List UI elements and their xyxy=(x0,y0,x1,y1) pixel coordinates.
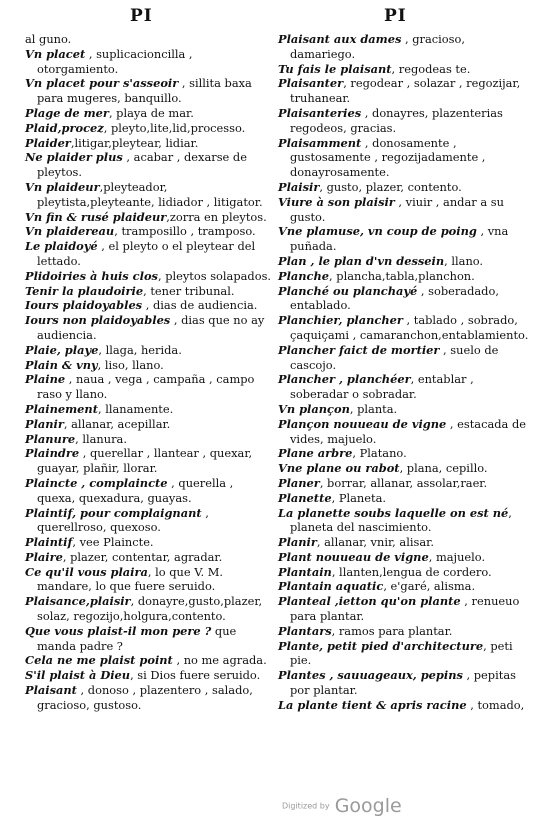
entry-headword: Le plaidoyé xyxy=(25,239,98,254)
dictionary-entry xyxy=(25,550,275,565)
entry-headword: Planche xyxy=(278,268,330,283)
entry-headword: Planer xyxy=(278,475,320,490)
dictionary-entry xyxy=(25,624,275,654)
entry-headword: Plaisanteries xyxy=(278,105,362,120)
dictionary-entry xyxy=(25,239,275,269)
entry-translation: , viuir , andar a su gusto. xyxy=(290,194,504,224)
entry-headword: Plaindre xyxy=(25,446,80,461)
digitization-watermark xyxy=(282,795,402,825)
entry-translation: , vee Plaincte. xyxy=(72,535,154,550)
entry-translation: , si Dios fuere seruido. xyxy=(130,668,261,683)
entry-headword: Plan , le plan d'vn dessein xyxy=(278,253,445,268)
entry-headword: Vn plançon xyxy=(278,401,350,416)
entry-headword: Plaintif, pour complaignant xyxy=(25,505,202,520)
entry-headword: Planteal ,ietton qu'on plante xyxy=(278,594,461,609)
entry-translation: , allanar, acepillar. xyxy=(63,416,171,431)
dictionary-entry xyxy=(25,47,275,77)
entry-headword: Iours plaidoyables xyxy=(25,298,143,313)
left-column xyxy=(25,32,275,713)
entry-translation: , querellar , llantear , quexar, guayar, plañir, llorar. xyxy=(37,446,253,476)
entry-headword: Plante, petit pied d'architecture xyxy=(278,638,484,653)
dictionary-entry xyxy=(25,343,275,358)
entry-translation: ,litigar,pleytear, lidiar. xyxy=(70,135,199,150)
entry-headword: Tenir la plaudoirie xyxy=(25,283,144,298)
dictionary-entry xyxy=(278,594,533,624)
dictionary-entry xyxy=(278,269,533,284)
entry-headword: Plançon nouueau de vigne xyxy=(278,416,447,431)
digitized-by-text: Digitized by xyxy=(282,801,330,811)
entry-translation: , tablado , sobrado, çaquiçami , camaranchon,entablamiento. xyxy=(290,313,529,342)
entry-translation: , dias que no ay audiencia. xyxy=(37,313,265,342)
entry-headword: Plantain xyxy=(278,564,332,579)
entry-translation: , renueuo para plantar. xyxy=(290,594,520,624)
dictionary-entry xyxy=(25,476,275,506)
entry-translation: , estacada de vides, majuelo. xyxy=(290,416,527,446)
entry-translation: , allanar, vnir, alisar. xyxy=(316,535,434,550)
dictionary-entry xyxy=(278,224,533,254)
dictionary-entry xyxy=(278,446,533,461)
entry-translation: , tener tribunal. xyxy=(143,283,235,298)
entry-translation: , llaga, herida. xyxy=(98,342,182,357)
entry-headword: Que vous plaist-il mon pere ? xyxy=(25,623,212,638)
entry-headword: Vn fin & rusé plaideur xyxy=(25,209,167,224)
dictionary-entry xyxy=(278,195,533,225)
entry-translation: ,pleyteador, pleytista,pleyteante, lidiador , litigator. xyxy=(37,179,263,209)
entry-headword: Vn placet pour s'asseoir xyxy=(25,76,179,91)
dictionary-entry xyxy=(25,269,275,284)
entry-translation: , playa de mar. xyxy=(108,105,194,120)
entry-headword: Planir xyxy=(25,416,64,431)
entry-translation: , llano. xyxy=(444,253,484,268)
dictionary-entry xyxy=(278,639,533,669)
entry-headword: Cela ne me plaist point xyxy=(25,653,173,668)
entry-headword: Plane arbre xyxy=(278,446,353,461)
dictionary-entry xyxy=(25,32,275,47)
entry-headword: Plaisant aux dames xyxy=(278,32,402,46)
right-column xyxy=(278,32,533,713)
dictionary-entry xyxy=(25,668,275,683)
entry-headword: Vne plane ou rabot xyxy=(278,461,400,476)
entry-translation: , soberadado, entablado. xyxy=(290,283,499,313)
entry-translation: , plana, cepillo. xyxy=(399,461,488,476)
entry-translation: , donayres, plazenterias regodeos, gracias. xyxy=(290,105,503,135)
page-header xyxy=(0,6,555,28)
entry-translation: , pepitas por plantar. xyxy=(290,668,516,698)
entry-translation: , gracioso, damariego. xyxy=(290,32,465,61)
dictionary-entry xyxy=(278,180,533,195)
entry-headword: Plant nouueau de vigne xyxy=(278,549,429,564)
entry-headword: Plaintif xyxy=(25,535,73,550)
entry-headword: Plantars xyxy=(278,623,332,638)
dictionary-entry xyxy=(278,624,533,639)
dictionary-entry xyxy=(278,476,533,491)
entry-headword: Viure à son plaisir xyxy=(278,194,395,209)
dictionary-entry xyxy=(278,668,533,698)
entry-translation: , plancha,tabla,planchon. xyxy=(329,268,475,283)
dictionary-entry xyxy=(25,432,275,447)
entry-headword: Plaincte , complaincte xyxy=(25,475,168,490)
entry-headword: Plain & vny xyxy=(25,357,98,372)
entry-headword: Ce qu'il vous plaira xyxy=(25,564,148,579)
dictionary-entry xyxy=(25,224,275,239)
entry-headword: Plaire xyxy=(25,549,63,564)
dictionary-entry xyxy=(278,698,533,713)
entry-translation: , ramos para plantar. xyxy=(331,623,453,638)
dictionary-entry xyxy=(25,683,275,713)
entry-headword: Plantes , sauuageaux, pepins xyxy=(278,668,463,683)
entry-translation: , sillita baxa para mugeres, banquillo. xyxy=(37,76,252,106)
entry-translation: al guno. xyxy=(25,32,72,46)
dictionary-entry xyxy=(278,284,533,314)
dictionary-entry xyxy=(25,76,275,106)
entry-headword: Planchier, plancher xyxy=(278,313,403,328)
google-logo: Google xyxy=(334,795,402,817)
entry-translation: , plazer, contentar, agradar. xyxy=(62,549,223,564)
header-right: PI xyxy=(384,6,407,26)
dictionary-entry xyxy=(278,372,533,402)
entry-headword: La planette soubs laquelle on est né xyxy=(278,505,509,520)
entry-headword: Plancher , planchéer xyxy=(278,372,411,387)
dictionary-entry xyxy=(25,358,275,373)
entry-headword: Planette xyxy=(278,490,332,505)
entry-translation: , el pleyto o el pleytear del lettado. xyxy=(37,239,256,268)
entry-translation: , Planeta. xyxy=(331,490,386,505)
entry-headword: Plaie, playe xyxy=(25,342,99,357)
entry-translation: , Platano. xyxy=(352,446,407,461)
entry-translation: , llanten,lengua de cordero. xyxy=(331,564,492,579)
entry-translation: , tomado, xyxy=(466,697,525,712)
dictionary-entry xyxy=(278,579,533,594)
entry-headword: Vne plamuse, vn coup de poing xyxy=(278,224,477,239)
dictionary-entry xyxy=(278,402,533,417)
entry-translation: , donayre,gusto,plazer, solaz, regozijo,holgura,contento. xyxy=(37,594,263,624)
entry-translation: , pleytos solapados. xyxy=(157,268,272,283)
entry-translation: , acabar , dexarse de pleytos. xyxy=(37,150,247,180)
entry-headword: Plaisance,plaisir xyxy=(25,594,131,609)
dictionary-entry xyxy=(278,106,533,136)
entry-translation: , querella , quexa, quexadura, guayas. xyxy=(37,475,234,505)
dictionary-entry xyxy=(278,32,533,62)
dictionary-entry xyxy=(25,298,275,313)
dictionary-entry xyxy=(278,506,533,536)
entry-translation: , naua , vega , campaña , campo raso y llano. xyxy=(37,372,255,402)
entry-headword: Plaisant xyxy=(25,683,77,698)
dictionary-entry xyxy=(278,550,533,565)
entry-headword: Planché ou planchayé xyxy=(278,283,418,298)
entry-headword: Plidoiries à huis clos xyxy=(25,268,158,283)
dictionary-entry xyxy=(278,76,533,106)
entry-headword: Vn plaideur xyxy=(25,179,100,194)
entry-translation: , regodear , solazar , regozijar, truhanear. xyxy=(290,76,521,106)
entry-headword: Iours non plaidoyables xyxy=(25,313,171,328)
entry-translation: , suelo de cascojo. xyxy=(290,342,499,372)
entry-headword: Plantain aquatic xyxy=(278,579,384,594)
dictionary-entry xyxy=(25,372,275,402)
dictionary-entry xyxy=(278,535,533,550)
entry-headword: Plaisir xyxy=(278,179,320,194)
entry-headword: Plage de mer xyxy=(25,105,109,120)
entry-translation: , donoso , plazentero , salado, gracioso, gustoso. xyxy=(37,683,253,712)
entry-translation: , no me agrada. xyxy=(172,653,267,668)
entry-headword: La plante tient & apris racine xyxy=(278,697,467,712)
entry-headword: Ne plaider plus xyxy=(25,150,123,165)
dictionary-entry xyxy=(25,106,275,121)
dictionary-entry xyxy=(278,343,533,373)
dictionary-entry xyxy=(25,506,275,536)
entry-translation: , vna puñada. xyxy=(290,224,509,254)
entry-translation: , llanamente. xyxy=(97,401,174,416)
entry-translation: , liso, llano. xyxy=(97,357,164,372)
entry-headword: Plaisanter xyxy=(278,76,344,91)
dictionary-entry xyxy=(25,402,275,417)
dictionary-entry xyxy=(278,565,533,580)
entry-headword: Plancher faict de mortier xyxy=(278,342,440,357)
dictionary-entry xyxy=(25,653,275,668)
dictionary-entry xyxy=(25,284,275,299)
entry-headword: Plaine xyxy=(25,372,66,387)
dictionary-entry xyxy=(278,417,533,447)
entry-translation: , regodeas te. xyxy=(391,61,471,76)
entry-translation: , planta. xyxy=(349,401,398,416)
entry-translation: , suplicacioncilla , otorgamiento. xyxy=(37,46,193,76)
entry-headword: Planure xyxy=(25,431,76,446)
dictionary-entry xyxy=(25,136,275,151)
entry-translation: , dias de audiencia. xyxy=(142,298,258,313)
dictionary-entry xyxy=(278,136,533,180)
dictionary-entry xyxy=(25,594,275,624)
entry-translation: , pleyto,lite,lid,processo. xyxy=(103,120,246,135)
entry-headword: Vn plaidereau xyxy=(25,224,115,239)
dictionary-entry xyxy=(25,121,275,136)
entry-translation: , borrar, allanar, assolar,raer. xyxy=(319,475,488,490)
dictionary-entry xyxy=(25,565,275,595)
entry-headword: S'il plaist à Dieu xyxy=(25,668,131,683)
entry-headword: Plaisamment xyxy=(278,135,362,150)
entry-headword: Vn placet xyxy=(25,46,86,61)
dictionary-entry xyxy=(25,150,275,180)
entry-translation: , e'garé, alisma. xyxy=(383,579,476,594)
dictionary-entry xyxy=(278,62,533,77)
dictionary-entry xyxy=(25,417,275,432)
dictionary-entry xyxy=(278,313,533,343)
entry-translation: , entablar , soberadar o sobradar. xyxy=(290,372,474,402)
entry-translation: , tramposillo , tramposo. xyxy=(114,224,256,239)
dictionary-entry xyxy=(278,461,533,476)
entry-translation: , planeta del nascimiento. xyxy=(290,505,512,535)
entry-translation: , donosamente , gustosamente , regozijadamente , donayrosamente. xyxy=(290,135,486,180)
entry-translation: que manda padre ? xyxy=(37,623,237,653)
entry-headword: Plaider xyxy=(25,135,71,150)
entry-translation: , querellroso, quexoso. xyxy=(37,505,209,535)
entry-headword: Tu fais le plaisant xyxy=(278,61,392,76)
dictionary-entry xyxy=(25,210,275,225)
dictionary-entry xyxy=(278,254,533,269)
entry-translation: , gusto, plazer, contento. xyxy=(319,179,462,194)
entry-translation: , majuelo. xyxy=(428,549,486,564)
entry-translation: , llanura. xyxy=(75,431,127,446)
entry-headword: Planir xyxy=(278,535,317,550)
header-left: PI xyxy=(130,6,153,26)
dictionary-entry xyxy=(25,313,275,343)
entry-translation: , lo que V. M. mandare, lo que fuere seruido. xyxy=(37,564,224,594)
dictionary-entry xyxy=(25,535,275,550)
entry-translation: ,zorra en pleytos. xyxy=(166,209,267,224)
dictionary-entry xyxy=(25,446,275,476)
entry-translation: , peti pie. xyxy=(290,638,513,668)
dictionary-entry xyxy=(25,180,275,210)
entry-headword: Plainement xyxy=(25,401,98,416)
dictionary-entry xyxy=(278,491,533,506)
entry-headword: Plaid,procez xyxy=(25,120,104,135)
